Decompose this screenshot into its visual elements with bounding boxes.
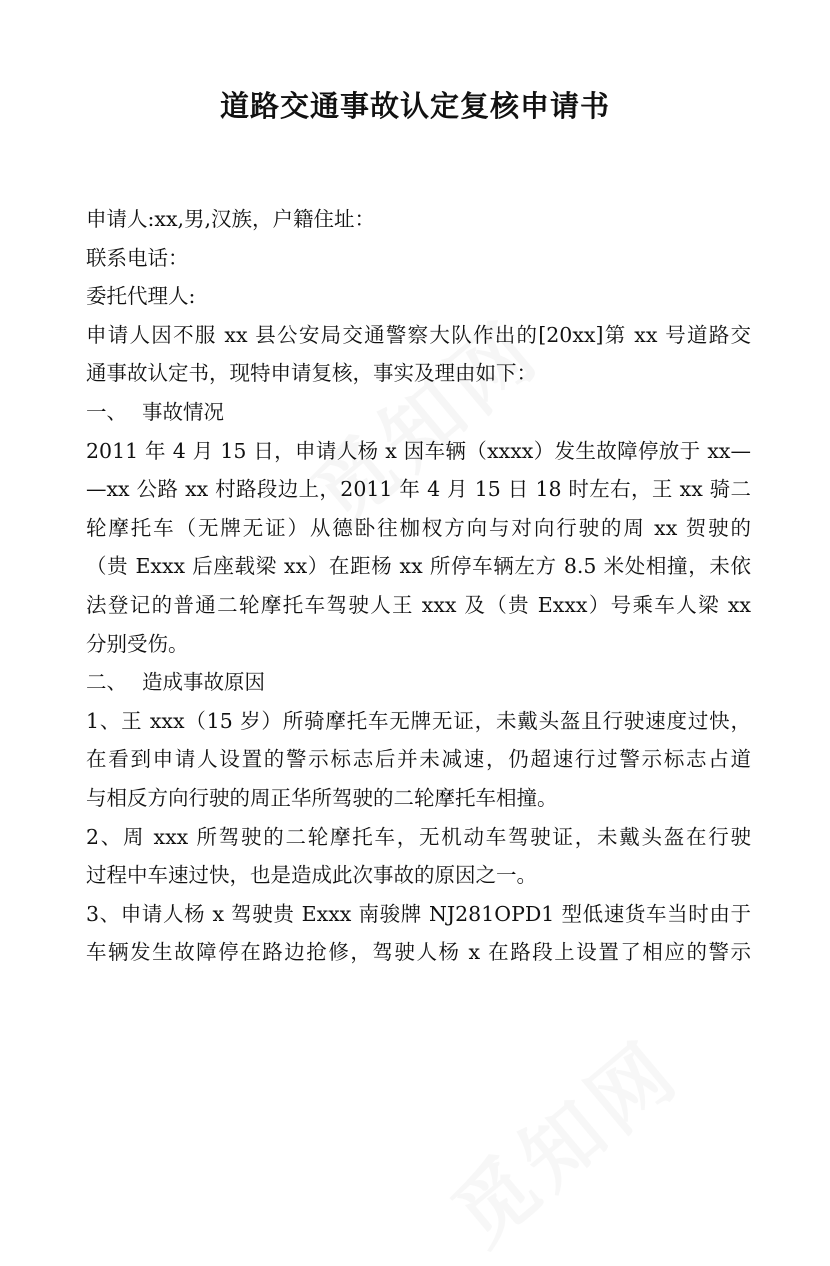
section-number: 二、 — [86, 670, 127, 695]
text-line: 3、申请人杨 x 驾驶贵 Exxx 南骏牌 NJ281OPD1 型低速货车当时由于 — [86, 901, 751, 926]
text-line: 车辆发生故障停在路边抢修，驾驶人杨 x 在路段上设置了相应的警示 — [86, 940, 751, 965]
text-line: 在看到申请人设置的警示标志后并未减速，仍超速行过警示标志占道 — [86, 747, 751, 772]
document-title: 道路交通事故认定复核申请书 — [219, 89, 610, 123]
text-line: （贵 Exxx 后座载梁 xx）在距杨 xx 所停车辆左方 8.5 米处相撞，未依 — [86, 554, 751, 579]
section-heading — [86, 663, 751, 702]
section-number: 一、 — [86, 399, 127, 424]
text-line: —xx 公路 xx 村路段边上，2011 年 4 月 15 日 18 时左右，王 xx 骑二 — [86, 477, 751, 502]
text-line: 委托代理人: — [86, 284, 196, 309]
text-line: 与相反方向行驶的周正华所驾驶的二轮摩托车相撞。 — [86, 785, 558, 810]
text-line: 轮摩托车（无牌无证）从德卧往枷杈方向与对向行驶的周 xx 贺驶的 — [86, 515, 751, 540]
section-heading-text: 事故情况 — [142, 399, 224, 424]
text-line: 分别受伤。 — [86, 631, 189, 656]
section-heading — [86, 393, 751, 432]
text-line: 法登记的普通二轮摩托车驾驶人王 xxx 及（贵 Exxx）号乘车人梁 xx — [86, 592, 751, 617]
watermark — [424, 1009, 700, 1266]
section-heading-text: 造成事故原因 — [142, 670, 265, 695]
text-line: 1、王 xxx（15 岁）所骑摩托车无牌无证，未戴头盔且行驶速度过快， — [86, 708, 751, 733]
text-line: 申请人因不服 xx 县公安局交通警察大队作出的[20xx]第 xx 号道路交 — [86, 322, 751, 347]
text-line: 2011 年 4 月 15 日，申请人杨 x 因车辆（xxxx）发生故障停放于 xx— — [86, 438, 751, 463]
text-line: 联系电话： — [86, 245, 189, 270]
document-body — [86, 200, 751, 972]
text-line: 申请人:xx,男,汉族，户籍住址： — [86, 207, 376, 231]
text-line: 通事故认定书，现特申请复核，事实及理由如下： — [86, 361, 537, 386]
text-line: 2、周 xxx 所驾驶的二轮摩托车，无机动车驾驶证，未戴头盔在行驶 — [86, 824, 751, 849]
text-line: 过程中车速过快，也是造成此次事故的原因之一。 — [86, 863, 537, 888]
